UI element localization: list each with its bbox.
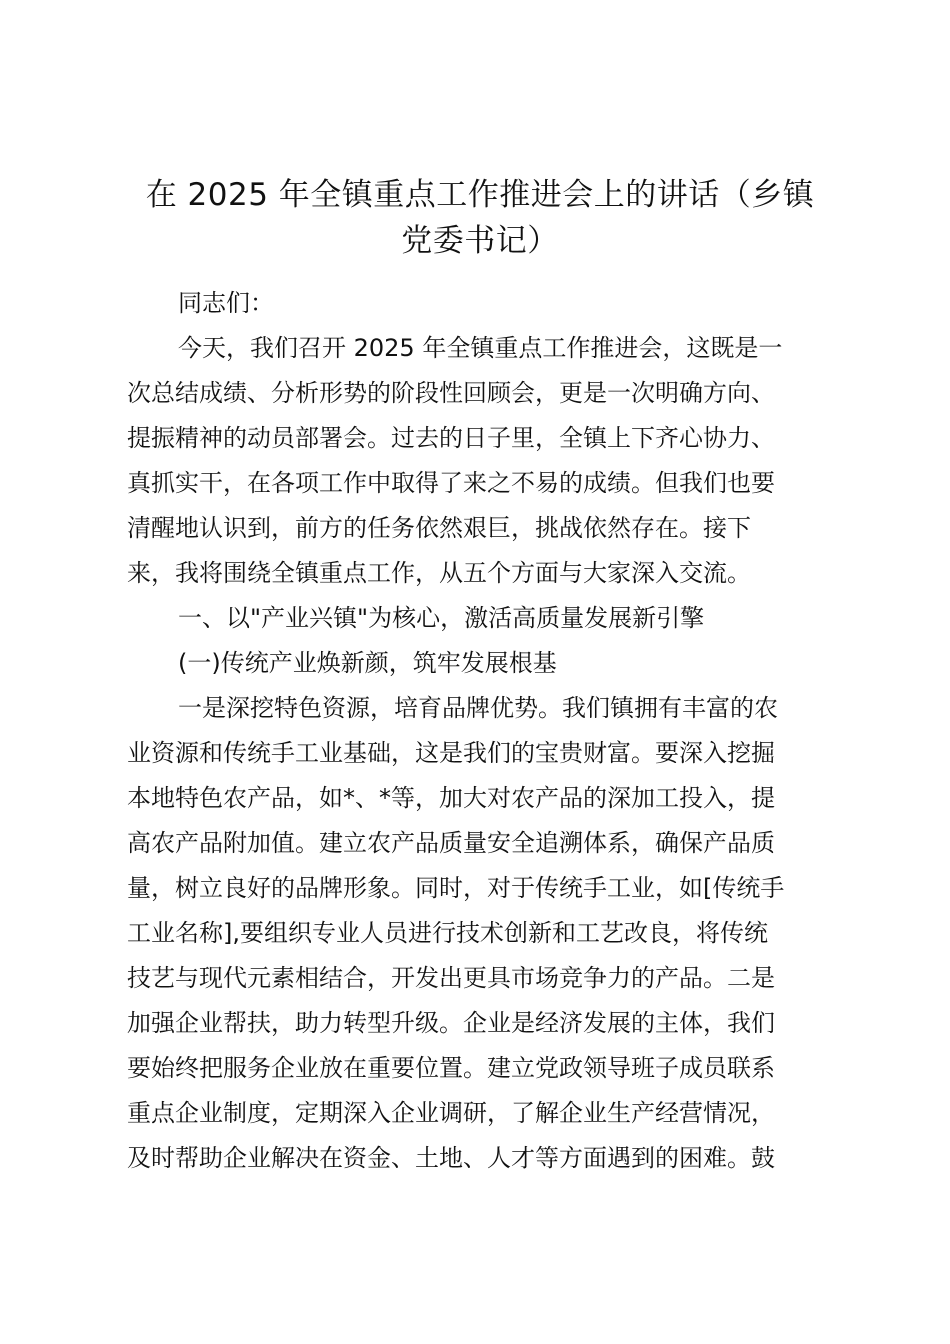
paragraph-line: 本地特色农产品，如*、*等，加大对农产品的深加工投入，提 (127, 784, 775, 812)
paragraph-line: 工业名称],要组织专业人员进行技术创新和工艺改良，将传统 (127, 919, 768, 947)
paragraph-line: 今天，我们召开 2025 年全镇重点工作推进会，这既是一 (178, 334, 783, 362)
paragraph-line: 业资源和传统手工业基础，这是我们的宝贵财富。要深入挖掘 (127, 739, 775, 767)
body-paragraph (127, 686, 827, 1181)
paragraph-line: 真抓实干，在各项工作中取得了来之不易的成绩。但我们也要 (127, 469, 775, 497)
paragraph-line: 量，树立良好的品牌形象。同时，对于传统手工业，如[传统手 (127, 874, 785, 902)
paragraph-line: 清醒地认识到，前方的任务依然艰巨，挑战依然存在。接下 (127, 514, 751, 542)
title-line-1: 在 2025 年全镇重点工作推进会上的讲话（乡镇 (145, 177, 815, 213)
section-heading: 一、以"产业兴镇"为核心，激活高质量发展新引擎 (178, 604, 705, 632)
document-title (120, 172, 840, 264)
paragraph-line: 技艺与现代元素相结合，开发出更具市场竞争力的产品。二是 (127, 964, 775, 992)
paragraph-line: 一是深挖特色资源，培育品牌优势。我们镇拥有丰富的农 (178, 694, 778, 722)
paragraph-line: 提振精神的动员部署会。过去的日子里，全镇上下齐心协力、 (127, 424, 775, 452)
document-body (127, 281, 827, 1181)
paragraph-line: 次总结成绩、分析形势的阶段性回顾会，更是一次明确方向、 (127, 379, 775, 407)
paragraph-line: 高农产品附加值。建立农产品质量安全追溯体系，确保产品质 (127, 829, 775, 857)
paragraph-line: 来，我将围绕全镇重点工作，从五个方面与大家深入交流。 (127, 559, 751, 587)
paragraph-line: 加强企业帮扶，助力转型升级。企业是经济发展的主体，我们 (127, 1009, 775, 1037)
salutation: 同志们： (178, 289, 274, 317)
title-line-2: 党委书记） (401, 223, 559, 259)
paragraph-line: 要始终把服务企业放在重要位置。建立党政领导班子成员联系 (127, 1054, 775, 1082)
intro-paragraph (127, 326, 827, 596)
subsection-heading: (一)传统产业焕新颜，筑牢发展根基 (178, 649, 557, 677)
paragraph-line: 重点企业制度，定期深入企业调研，了解企业生产经营情况， (127, 1099, 775, 1127)
paragraph-line: 及时帮助企业解决在资金、土地、人才等方面遇到的困难。鼓 (127, 1144, 775, 1172)
